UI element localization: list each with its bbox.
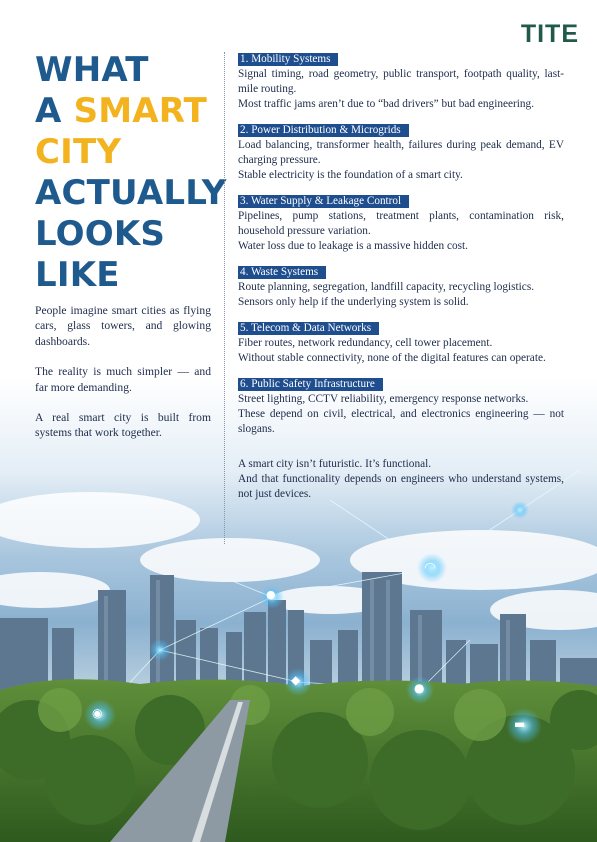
car-icon: ◉ bbox=[92, 706, 103, 720]
section-line: Water loss due to leakage is a massive hidden cost. bbox=[238, 240, 468, 252]
section-line: Sensors only help if the underlying system is solid. bbox=[238, 296, 469, 308]
title-line-1: WHAT bbox=[35, 50, 149, 90]
section-body bbox=[238, 138, 564, 183]
section-line: Stable electricity is the foundation of a smart city. bbox=[238, 169, 463, 181]
intro-text bbox=[35, 303, 211, 456]
section-telecom bbox=[238, 321, 564, 366]
column-divider bbox=[224, 52, 225, 544]
section-line: Pipelines, pump stations, treatment plants, contamination risk, household pressure variation. bbox=[238, 210, 564, 237]
section-line: Load balancing, transformer health, failures during peak demand, EV charging pressure. bbox=[238, 139, 564, 166]
title-line-2 bbox=[35, 91, 227, 132]
section-heading: 3. Water Supply & Leakage Control bbox=[238, 195, 409, 208]
section-line: Fiber routes, network redundancy, cell tower placement. bbox=[238, 337, 493, 349]
section-body bbox=[238, 392, 564, 437]
title-word-a: A bbox=[35, 91, 74, 131]
section-power bbox=[238, 123, 564, 183]
title-line-4: ACTUALLY bbox=[35, 173, 227, 213]
closing-line: And that functionality depends on engineers who understand systems, not just devices. bbox=[238, 473, 564, 500]
truck-icon: ▬ bbox=[514, 717, 526, 731]
section-heading: 2. Power Distribution & Microgrids bbox=[238, 124, 409, 137]
systems-list bbox=[238, 52, 564, 502]
section-water bbox=[238, 194, 564, 254]
section-line: These depend on civil, electrical, and electronics engineering — not slogans. bbox=[238, 408, 564, 435]
shield-icon: ◆ bbox=[291, 673, 301, 687]
title-line-3: CITY bbox=[35, 132, 122, 172]
section-waste bbox=[238, 265, 564, 310]
intro-paragraph: People imagine smart cities as flying cars, glass towers, and glowing dashboards. bbox=[35, 304, 211, 348]
brand-logo: TITE bbox=[520, 20, 579, 48]
section-heading: 5. Telecom & Data Networks bbox=[238, 322, 379, 335]
title-word-smart: SMART bbox=[73, 91, 208, 131]
section-line: Route planning, segregation, landfill capacity, recycling logistics. bbox=[238, 281, 535, 293]
intro-paragraph: The reality is much simpler — and far more demanding. bbox=[35, 365, 211, 394]
section-mobility bbox=[238, 52, 564, 112]
section-line: Most traffic jams aren’t due to “bad drivers” but bad engineering. bbox=[238, 98, 535, 110]
closing-text bbox=[238, 457, 564, 502]
section-body bbox=[238, 209, 564, 254]
section-heading: 4. Waste Systems bbox=[238, 266, 326, 279]
section-line: Without stable connectivity, none of the digital features can operate. bbox=[238, 352, 546, 364]
location-pin-icon: ● bbox=[266, 588, 276, 601]
section-line: Street lighting, CCTV reliability, emergency response networks. bbox=[238, 393, 529, 405]
closing-line: A smart city isn’t futuristic. It’s functional. bbox=[238, 458, 432, 470]
section-line: Signal timing, road geometry, public transport, footpath quality, last-mile routing. bbox=[238, 68, 564, 95]
intro-paragraph: A real smart city is built from systems that work together. bbox=[35, 411, 211, 440]
bulb-icon: ● bbox=[414, 681, 425, 695]
section-body bbox=[238, 67, 564, 112]
section-heading: 6. Public Safety Infrastructure bbox=[238, 378, 383, 391]
page-title bbox=[35, 50, 227, 296]
section-body bbox=[238, 280, 564, 310]
section-body bbox=[238, 336, 564, 366]
section-public-safety bbox=[238, 377, 564, 437]
title-line-6: LIKE bbox=[35, 255, 120, 295]
section-heading: 1. Mobility Systems bbox=[238, 53, 338, 66]
title-line-5: LOOKS bbox=[35, 214, 166, 254]
wifi-icon: ◠ bbox=[424, 560, 437, 576]
